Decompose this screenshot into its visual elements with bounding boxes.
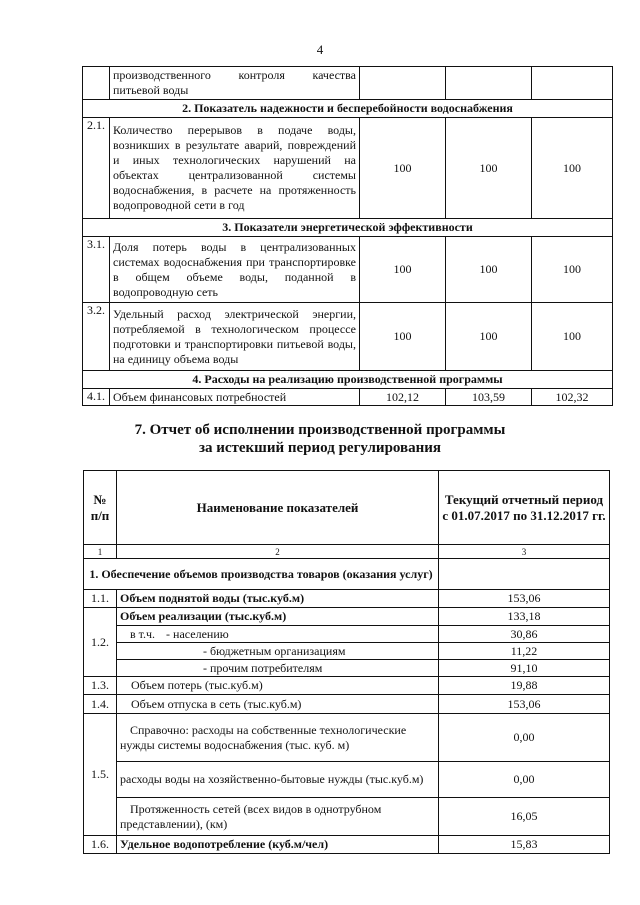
row-number: 1.1. — [84, 590, 117, 608]
header-name: Наименование показателей — [117, 471, 439, 545]
table-row — [84, 695, 610, 714]
section-title: 3. Показатели энергетической эффективности — [83, 219, 613, 237]
table-row — [84, 714, 610, 762]
group-row — [84, 559, 610, 590]
row-name: Объем потерь (тыс.куб.м) — [117, 677, 439, 695]
row-value: 153,06 — [439, 590, 610, 608]
row-name: Объем реализации (тыс.куб.м) — [117, 608, 439, 626]
report-table — [83, 470, 610, 854]
row-value: 0,00 — [439, 714, 610, 762]
row-value-3: 100 — [532, 118, 613, 219]
table-row — [84, 643, 610, 660]
row-value-2: 100 — [446, 118, 532, 219]
sub-item: - прочим потребителям — [117, 660, 439, 677]
header-row — [84, 471, 610, 545]
row-value-2: 103,59 — [446, 389, 532, 406]
row-value-1: 100 — [360, 303, 446, 371]
row-number: 4.1. — [83, 389, 110, 406]
row-value-3: 102,32 — [532, 389, 613, 406]
page-number: 4 — [316, 42, 324, 57]
table-row — [83, 389, 613, 406]
row-name: расходы воды на хозяйственно-бытовые нужды (тыс.куб.м) — [117, 762, 439, 798]
row-value-3: 100 — [532, 237, 613, 303]
table-row — [84, 798, 610, 836]
section-7-title-line2: за истекший период регулирования — [198, 440, 442, 456]
section-row — [83, 371, 613, 389]
row-name: Количество перерывов в подаче воды, возникших в результате аварий, повреждений и иных технологических нарушений на объектах централизованной системы водоснабжения, в расчете на протяженность водопроводной сети в год — [110, 118, 360, 219]
row-value-1: 100 — [360, 118, 446, 219]
row-value: 133,18 — [439, 608, 610, 626]
sub-prefix: в т.ч. — [130, 626, 156, 641]
row-number: 1.3. — [84, 677, 117, 695]
row-value: 30,86 — [439, 626, 610, 643]
sub-item: - населению — [166, 626, 229, 641]
row-name: Объем финансовых потребностей — [110, 389, 360, 406]
row-value: 15,83 — [439, 836, 610, 854]
table-row — [84, 626, 610, 643]
row-number: 1.2. — [84, 608, 117, 677]
row-value-3: 100 — [532, 303, 613, 371]
column-index: 3 — [439, 545, 610, 559]
table-row — [84, 608, 610, 626]
column-index: 2 — [117, 545, 439, 559]
section-7-title-line1: 7. Отчет об исполнении производственной программы — [134, 422, 506, 438]
row-value: 0,00 — [439, 762, 610, 798]
table-row — [84, 660, 610, 677]
section-title: 2. Показатель надежности и бесперебойности водоснабжения — [83, 100, 613, 118]
header-period: Текущий отчетный период с 01.07.2017 по 31.12.2017 гг. — [439, 471, 610, 545]
row-value-1: 102,12 — [360, 389, 446, 406]
header-number: № п/п — [84, 471, 117, 545]
table-row — [83, 118, 613, 219]
row-name: Удельный расход электрической энергии, потребляемой в технологическом процессе подготовки и транспортировки питьевой воды, на единицу объема воды — [110, 303, 360, 371]
row-number: 3.1. — [83, 237, 110, 303]
row-name: Справочно: расходы на собственные технологические нужды системы водоснабжения (тыс. куб. м) — [117, 714, 439, 762]
row-number: 1.6. — [84, 836, 117, 854]
sub-item: - бюджетным организациям — [117, 643, 439, 660]
table-row — [84, 677, 610, 695]
table-row — [83, 237, 613, 303]
group-title: 1. Обеспечение объемов производства товаров (оказания услуг) — [84, 559, 439, 590]
row-name: Объем поднятой воды (тыс.куб.м) — [117, 590, 439, 608]
row-value-2: 100 — [446, 303, 532, 371]
row-value: 153,06 — [439, 695, 610, 714]
indicators-table — [82, 66, 613, 406]
row-value: 16,05 — [439, 798, 610, 836]
row-name: Доля потерь воды в централизованных системах водоснабжения при транспортировке в общем объеме воды, поданной в водопроводную сеть — [110, 237, 360, 303]
row-name: Протяженность сетей (всех видов в однотрубном представлении), (км) — [117, 798, 439, 836]
row-value: 19,88 — [439, 677, 610, 695]
row-value-1: 100 — [360, 237, 446, 303]
row-name: производственного контроля качества питьевой воды — [110, 67, 360, 100]
section-row — [83, 219, 613, 237]
row-number: 1.4. — [84, 695, 117, 714]
row-number: 3.2. — [83, 303, 110, 371]
row-number: 1.5. — [84, 714, 117, 836]
row-name: Удельное водопотребление (куб.м/чел) — [117, 836, 439, 854]
column-index: 1 — [84, 545, 117, 559]
row-value: 11,22 — [439, 643, 610, 660]
table-row — [84, 590, 610, 608]
section-row — [83, 100, 613, 118]
section-7-heading — [0, 421, 640, 457]
row-value: 91,10 — [439, 660, 610, 677]
row-value-2: 100 — [446, 237, 532, 303]
section-title: 4. Расходы на реализацию производственной программы — [83, 371, 613, 389]
table-row — [84, 836, 610, 854]
table-row — [84, 762, 610, 798]
row-name: Объем отпуска в сеть (тыс.куб.м) — [117, 695, 439, 714]
table-row — [83, 303, 613, 371]
table-row — [83, 67, 613, 100]
column-index-row — [84, 545, 610, 559]
row-number: 2.1. — [83, 118, 110, 219]
